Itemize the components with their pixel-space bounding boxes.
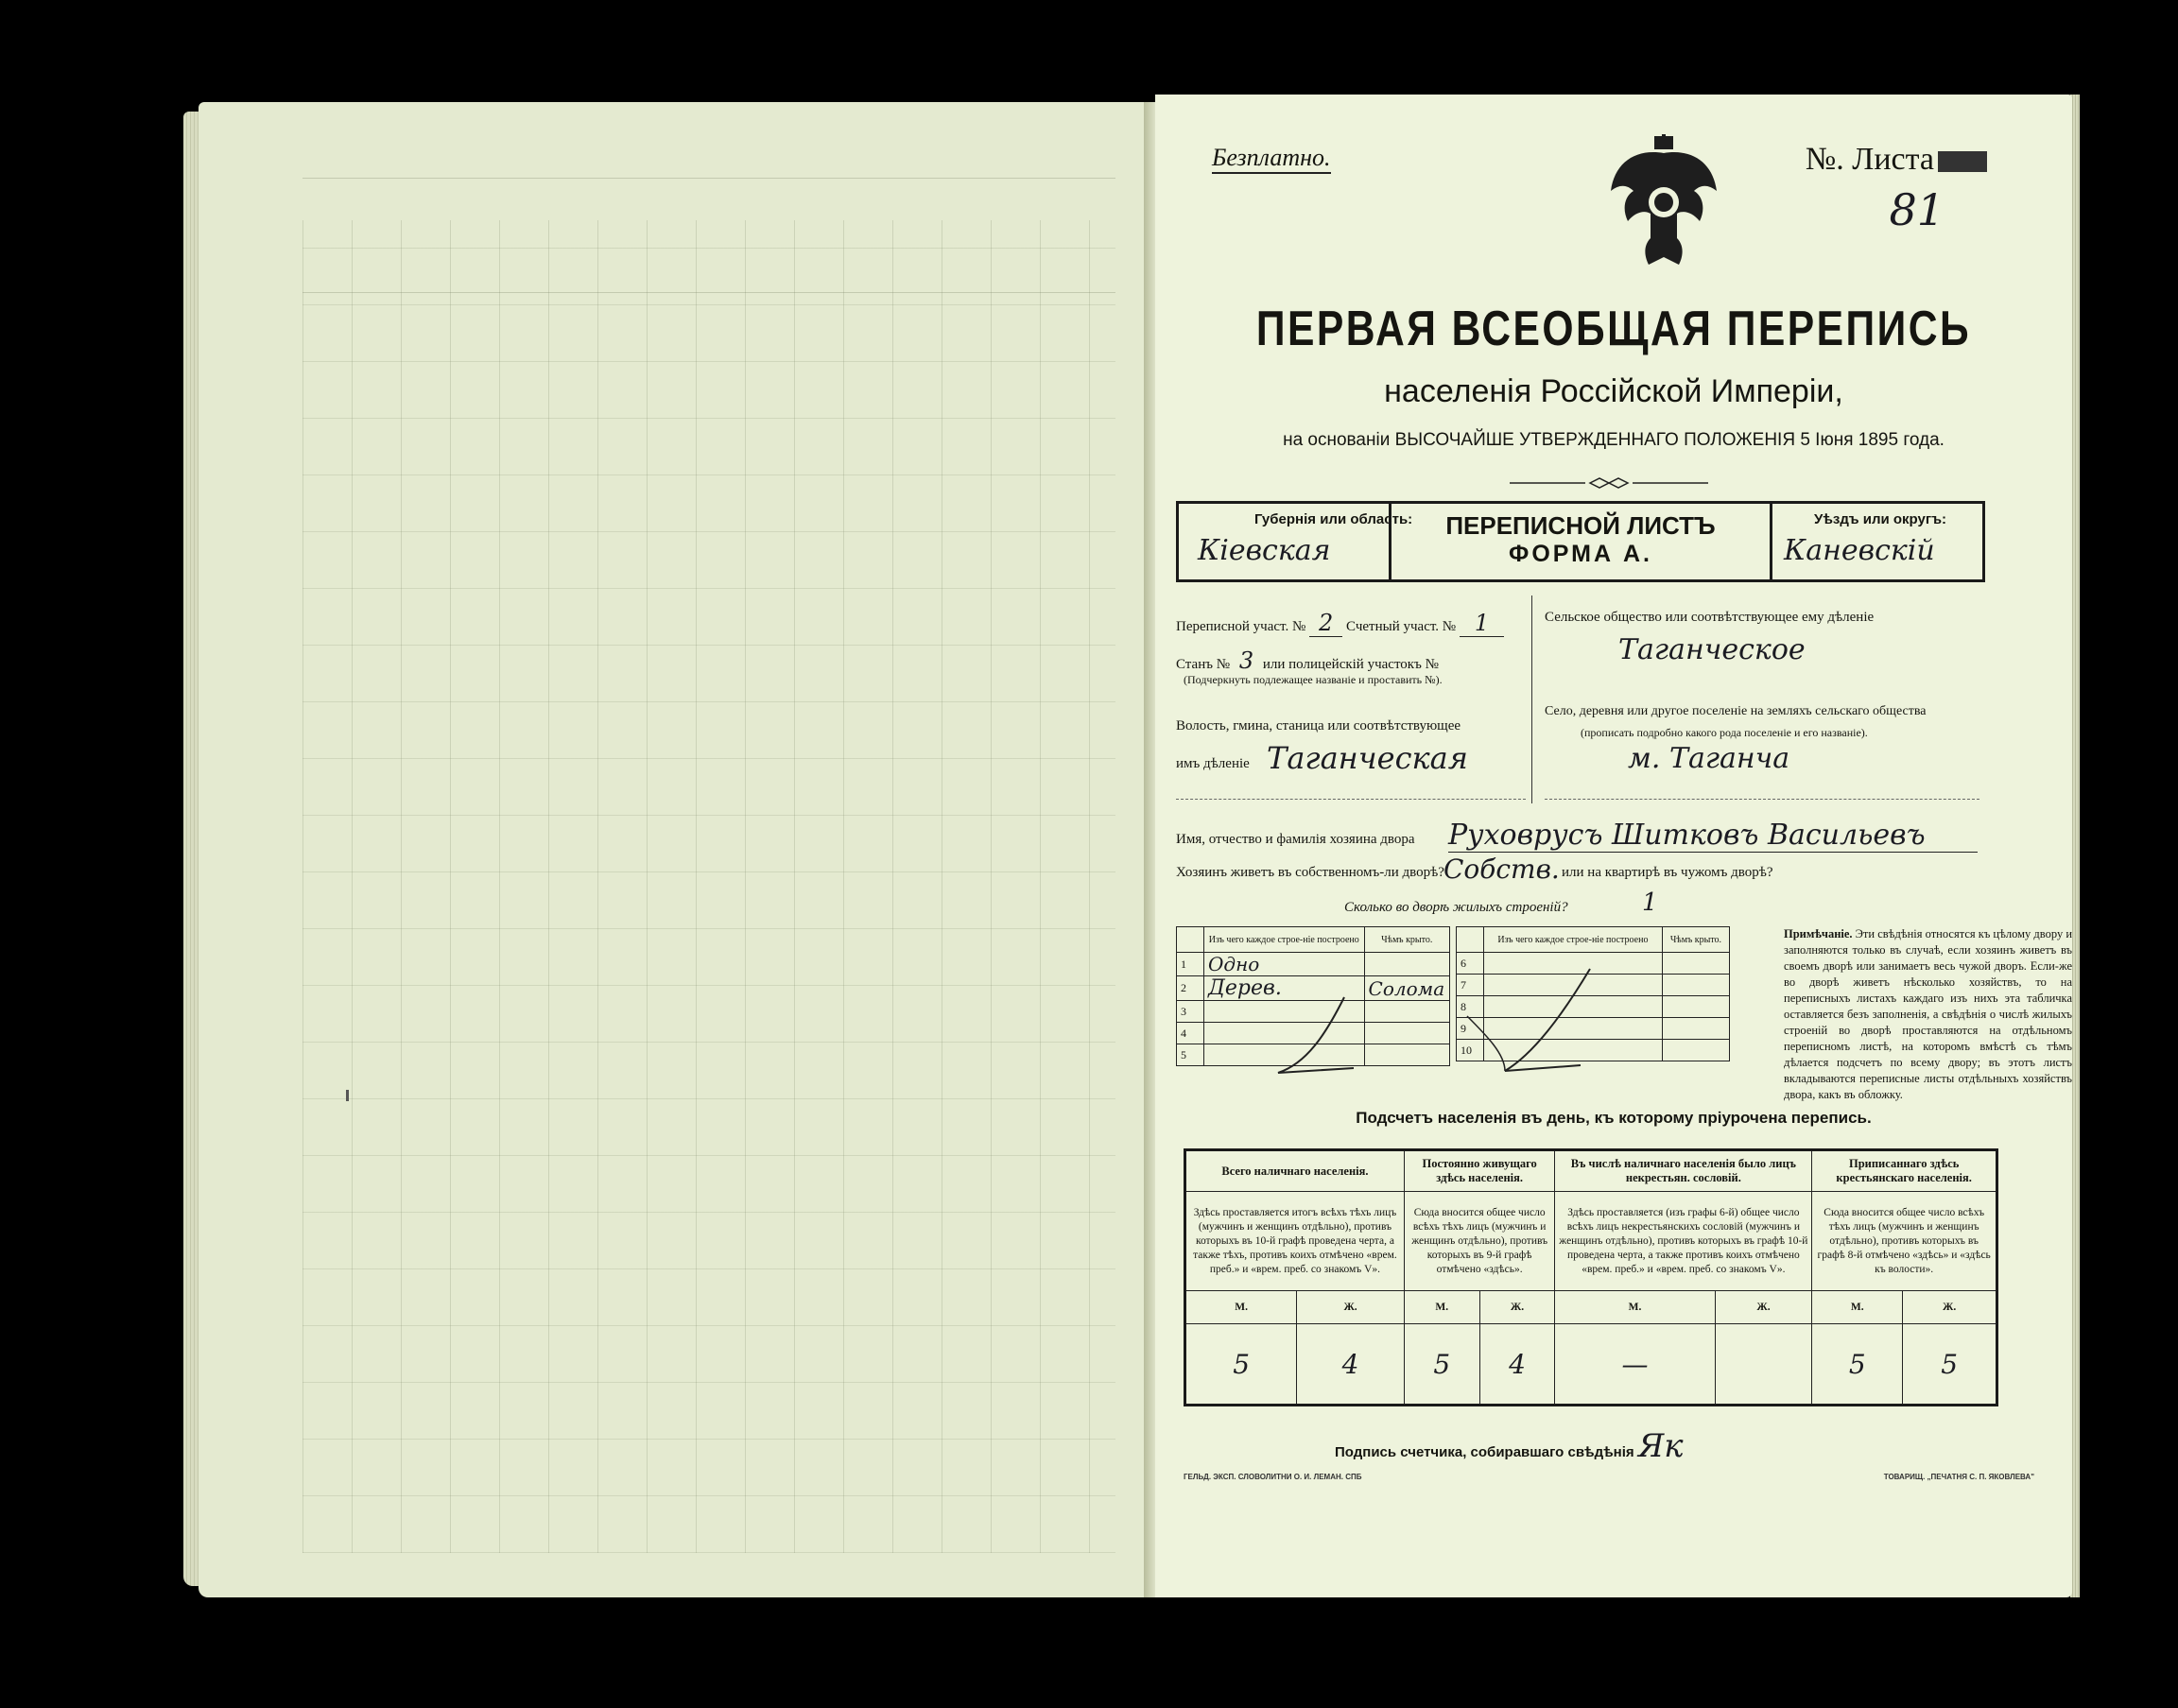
- printer-footer-left: ГЕЛЬД. ЭКСП. СЛОВОЛИТНИ О. И. ЛЕМАН. СПБ: [1184, 1473, 1362, 1481]
- header-box: [1176, 501, 1985, 582]
- uezd-value: Каневскій: [1784, 534, 1935, 567]
- female-col-label: Ж.: [1903, 1291, 1997, 1324]
- census-form-page: [1155, 95, 2072, 1597]
- buildings-col-roof-2: Чѣмъ крыто.: [1662, 927, 1729, 953]
- buildings-value: 1: [1642, 889, 1658, 917]
- owner-value: Руховрусъ Шитковъ Васильевъ: [1448, 819, 1978, 853]
- volost-underline: [1176, 799, 1526, 800]
- form-subtitle: населенія Россійской Имперіи,: [1384, 373, 1843, 409]
- count-value: —: [1555, 1324, 1715, 1406]
- count-value: 5: [1185, 1324, 1297, 1406]
- count-group-head: Всего наличнаго населенія.: [1185, 1150, 1405, 1192]
- volost-label-1: Волость, гмина, станица или соотвѣтствующее: [1176, 718, 1461, 733]
- form-a-title: ФОРМА А.: [1509, 541, 1652, 567]
- volost-value: Таганческая: [1267, 740, 1468, 776]
- census-district-label: Переписной участ. №: [1176, 619, 1306, 634]
- female-col-label: Ж.: [1715, 1291, 1812, 1324]
- count-value: 4: [1479, 1324, 1555, 1406]
- count-group-head: Въ числѣ наличнаго населенія было лицъ некрестьян. сословій.: [1555, 1150, 1812, 1192]
- imperial-eagle-emblem: [1607, 134, 1720, 276]
- uezd-label: Уѣздъ или округъ:: [1814, 511, 1947, 527]
- owner-label: Имя, отчество и фамилія хозяина двора: [1176, 832, 1415, 847]
- buildings-row: 1 Одно: [1177, 953, 1450, 976]
- stan-value: 3: [1238, 647, 1254, 674]
- count-group-desc: Сюда вносится общее число всѣхъ тѣхъ лицъ (мужчинъ и женщинъ отдѣльно), противъ которыхъ въ графѣ 8-й отмѣчено «здѣсь» и «здѣсь къ волости».: [1812, 1192, 1997, 1291]
- crossout-marks: [1250, 959, 1647, 1092]
- count-group-head: Постоянно живущаго здѣсь населенія.: [1404, 1150, 1554, 1192]
- sheet-title: ПЕРЕПИСНОЙ ЛИСТЪ: [1445, 511, 1716, 540]
- count-district-value: 1: [1460, 610, 1504, 637]
- signature-row: [1335, 1427, 1684, 1465]
- buildings-table-right: Изъ чего каждое строе-ніе построено Чѣмъ крыто. 6 7 8 9 10: [1456, 926, 1730, 1061]
- male-col-label: М.: [1812, 1291, 1903, 1324]
- note-heading: Примѣчаніе.: [1784, 927, 1853, 940]
- census-district-row: [1176, 610, 1504, 636]
- count-value: 5: [1903, 1324, 1997, 1406]
- census-district-value: 2: [1309, 610, 1342, 637]
- gubernia-label: Губернія или область:: [1254, 511, 1413, 527]
- free-label: Безплатно.: [1212, 144, 1331, 174]
- buildings-col-material: Изъ чего каждое строе-ніе построено: [1204, 927, 1365, 953]
- open-census-book: [189, 95, 2079, 1607]
- count-value: [1715, 1324, 1812, 1406]
- settlement-note: (прописать подробно какого рода поселеніе и его названіе).: [1581, 726, 1868, 739]
- buildings-row: 3: [1177, 1001, 1450, 1023]
- count-value: 5: [1404, 1324, 1479, 1406]
- stan-row: [1176, 647, 1439, 674]
- male-col-label: М.: [1555, 1291, 1715, 1324]
- owner-lives-label: Хозяинъ живетъ въ собственномъ-ли дворѣ?: [1176, 865, 1444, 880]
- owner-lives-value: Собств.: [1443, 854, 1560, 885]
- stan-label: Станъ №: [1176, 657, 1231, 672]
- signature-value: Як: [1637, 1427, 1684, 1465]
- count-title: Подсчетъ населенія въ день, къ которому пріурочена перепись.: [1356, 1109, 1872, 1127]
- gubernia-value: Кіевская: [1198, 534, 1331, 567]
- count-district-label: Счетный участ. №: [1346, 619, 1457, 634]
- female-col-label: Ж.: [1297, 1291, 1405, 1324]
- village-society-value: Таганческое: [1618, 633, 1806, 666]
- note: [1784, 926, 2072, 1103]
- left-page: [199, 102, 1144, 1597]
- form-legal-basis: на основаніи ВЫСОЧАЙШЕ УТВЕРЖДЕННАГО ПОЛОЖЕНІЯ 5 Іюня 1895 года.: [1283, 430, 1945, 450]
- stan-label-rest: или полицейскій участокъ №: [1262, 657, 1439, 672]
- volost-label-2: имъ дѣленіе: [1176, 756, 1250, 771]
- male-col-label: М.: [1185, 1291, 1297, 1324]
- sheet-title-box: [1389, 504, 1772, 579]
- sheet-number-stamp: [1938, 151, 1987, 172]
- owner-lives-label-rest: или на квартирѣ въ чужомъ дворѣ?: [1562, 865, 1773, 880]
- settlement-value: м. Таганча: [1628, 742, 1790, 775]
- count-value: 4: [1297, 1324, 1405, 1406]
- female-col-label: Ж.: [1479, 1291, 1555, 1324]
- buildings-col-roof: Чѣмъ крыто.: [1364, 927, 1449, 953]
- count-group-desc: Здѣсь проставляется итогъ всѣхъ тѣхъ лицъ (мужчинъ и женщинъ отдѣльно), противъ которыхъ въ 10-й графѣ проведена черта, а также тѣхъ, противъ коихъ отмѣчено «врем. преб.» и «врем. преб. со знакомъ V».: [1185, 1192, 1405, 1291]
- buildings-row: 2 Дерев. Солома: [1177, 976, 1450, 1001]
- count-group-desc: Здѣсь проставляется (изъ графы 6-й) общее число всѣхъ лицъ некрестьянскихъ сословій (мужчинъ и женщинъ отдѣльно), противъ которыхъ въ графѣ 10-й проведена черта, а также противъ коихъ отмѣчено «врем. преб.» и «врем. преб. со знакомъ V».: [1555, 1192, 1812, 1291]
- ornament-divider: [1510, 477, 1708, 489]
- population-count-table: [1184, 1148, 1998, 1406]
- note-text: Эти свѣдѣнія относятся къ цѣлому двору и заполняются только въ случаѣ, если хозяинъ живетъ въ своемъ дворѣ или занимаетъ весь чужой дворъ. Если-же во дворѣ живетъ нѣсколько хозяйствъ, то на переписныхъ листахъ каждаго изъ нихъ эта табличка оставляется безъ заполненія, а свѣдѣнія о числѣ жилыхъ строеній во дворѣ проставляются на отдѣльномъ переписномъ листѣ, на которомъ вмѣстѣ съ тѣмъ дѣлается подсчетъ по всему двору; въ этотъ листъ вкладываются переписные листы отдѣльныхъ хозяйствъ двора, какъ въ обложку.: [1784, 927, 2073, 1101]
- form-vertical-rule: [1531, 595, 1532, 803]
- village-society-label: Сельское общество или соотвѣтствующее ему дѣленіе: [1545, 610, 1875, 625]
- buildings-label: Сколько во дворѣ жилыхъ строеній?: [1344, 900, 1568, 915]
- settlement-underline: [1545, 799, 1979, 800]
- ink-mark: [346, 1090, 349, 1101]
- count-group-head: Приписаннаго здѣсь крестьянскаго населенія.: [1812, 1150, 1997, 1192]
- form-title: ПЕРВАЯ ВСЕОБЩАЯ ПЕРЕПИСЬ: [1255, 302, 1972, 356]
- left-page-faint-grid: [302, 220, 1115, 1553]
- settlement-label: Село, деревня или другое поселеніе на земляхъ сельскаго общества: [1545, 704, 1927, 718]
- count-group-desc: Сюда вносится общее число всѣхъ тѣхъ лицъ (мужчинъ и женщинъ отдѣльно), противъ которыхъ въ 9-й графѣ отмѣчено «здѣсь».: [1404, 1192, 1554, 1291]
- handwritten-sheet-number: 81: [1889, 184, 1945, 235]
- buildings-row: 5: [1177, 1044, 1450, 1066]
- buildings-row: 4: [1177, 1023, 1450, 1044]
- buildings-col-material-2: Изъ чего каждое строе-ніе построено: [1484, 927, 1663, 953]
- stan-note: (Подчеркнуть подлежащее названіе и проставить №).: [1184, 673, 1443, 686]
- count-value: 5: [1812, 1324, 1903, 1406]
- signature-label: Подпись счетчика, собиравшаго свѣдѣнія: [1335, 1444, 1634, 1460]
- printer-footer-right: ТОВАРИЩ. „ПЕЧАТНЯ С. П. ЯКОВЛЕВА": [1883, 1473, 2034, 1481]
- male-col-label: М.: [1404, 1291, 1479, 1324]
- sheet-label: №. Листа: [1805, 142, 1934, 177]
- sheet-number-label: [1806, 142, 1987, 178]
